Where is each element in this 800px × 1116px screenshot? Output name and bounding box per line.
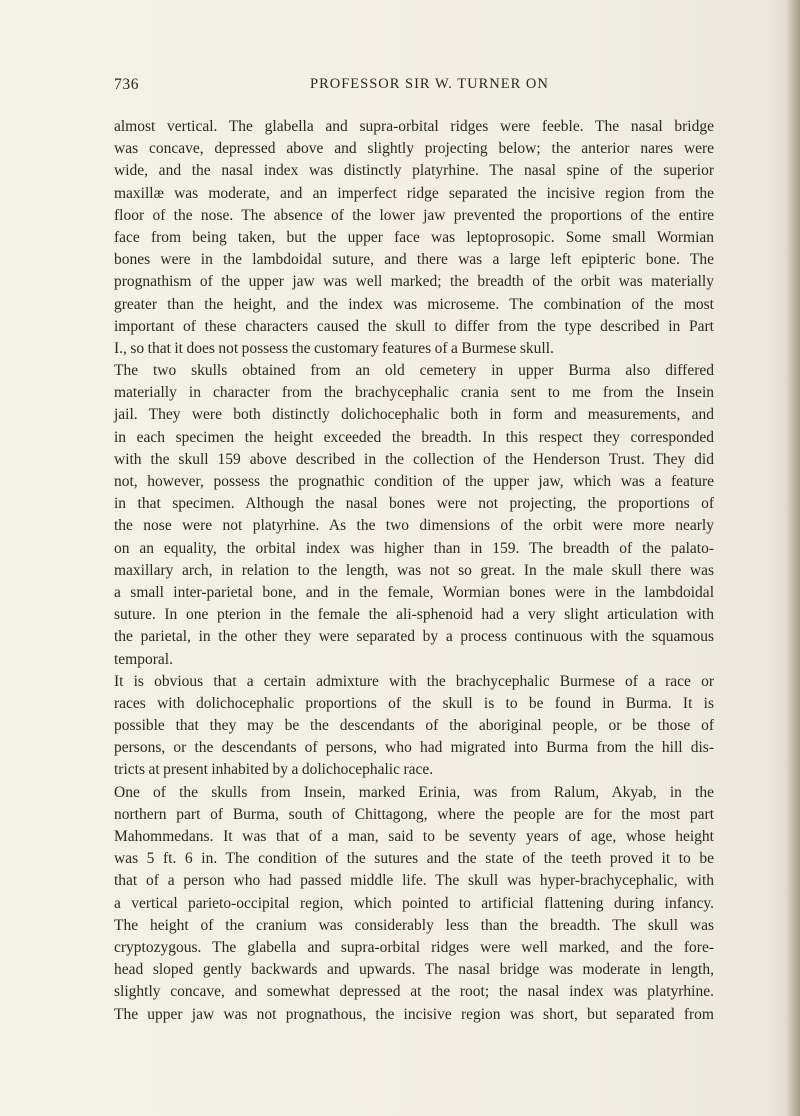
text-line: One of the skulls from Insein, marked Erinia, was from Ralum, Akyab, in the — [114, 783, 714, 801]
text-line: important of these characters caused the skull to differ from the type described in Part — [114, 317, 714, 335]
text-line: a small inter-parietal bone, and in the female, Wormian bones were in the lambdoidal — [114, 583, 714, 601]
text-line: wide, and the nasal index was distinctly platyrhine. The nasal spine of the superior — [114, 162, 714, 180]
text-line: prognathism of the upper jaw was well marked; the breadth of the orbit was materially — [114, 273, 714, 291]
text-line: face from being taken, but the upper face was leptoprosopic. Some small Wormian — [114, 228, 714, 246]
text-line: The two skulls obtained from an old cemetery in upper Burma also differed — [114, 362, 714, 380]
text-line: the nose were not platyrhine. As the two dimensions of the orbit were more nearly — [114, 517, 714, 535]
text-line: races with dolichocephalic proportions of the skull is to be found in Burma. It is — [114, 694, 714, 712]
text-line: possible that they may be the descendants of the aboriginal people, or be those of — [114, 717, 714, 735]
text-line: head sloped gently backwards and upwards. The nasal bridge was moderate in length, — [114, 961, 714, 979]
text-line: floor of the nose. The absence of the lower jaw prevented the proportions of the entire — [114, 206, 714, 224]
text-line: with the skull 159 above described in the collection of the Henderson Trust. They did — [114, 450, 714, 468]
text-line: was concave, depressed above and slightly projecting below; the anterior nares were — [114, 140, 714, 158]
text-line: in each specimen the height exceeded the breadth. In this respect they corresponded — [114, 428, 714, 446]
text-line: in that specimen. Although the nasal bones were not projecting, the proportions of — [114, 495, 714, 513]
text-line: temporal. — [114, 650, 173, 668]
text-line: I., so that it does not possess the customary features of a Burmese skull. — [114, 339, 554, 357]
text-line: tricts at present inhabited by a dolichocephalic race. — [114, 761, 434, 779]
text-line: northern part of Burma, south of Chittagong, where the people are for the most part — [114, 805, 714, 823]
text-line: The height of the cranium was considerably less than the breadth. The skull was — [114, 916, 714, 934]
text-line: suture. In one pterion in the female the ali-sphenoid had a very slight articulation with — [114, 606, 714, 624]
text-line: was 5 ft. 6 in. The condition of the sutures and the state of the teeth proved it to be — [114, 850, 714, 868]
text-line: It is obvious that a certain admixture with the brachycephalic Burmese of a race or — [114, 672, 714, 690]
text-line: almost vertical. The glabella and supra-orbital ridges were feeble. The nasal bridge — [114, 118, 714, 135]
page-edge-shadow — [786, 0, 800, 1116]
text-line: persons, or the descendants of persons, who had migrated into Burma from the hill dis- — [114, 739, 714, 757]
text-line: the parietal, in the other they were separated by a process continuous with the squamous — [114, 628, 714, 646]
text-line: Mahommedans. It was that of a man, said to be seventy years of age, whose height — [114, 828, 714, 845]
text-line: on an equality, the orbital index was higher than in 159. The breadth of the palato- — [114, 539, 714, 557]
page-number: 736 — [114, 76, 140, 93]
running-title: PROFESSOR SIR W. TURNER ON — [310, 76, 549, 92]
text-line: materially in character from the brachycephalic crania sent to me from the Insein — [114, 384, 714, 402]
text-line: The upper jaw was not prognathous, the incisive region was short, but separated from — [114, 1005, 714, 1023]
text-line: maxillæ was moderate, and an imperfect ridge separated the incisive region from the — [114, 184, 714, 202]
text-line: maxillary arch, in relation to the length, was not so great. In the male skull there was — [114, 561, 714, 579]
text-line: that of a person who had passed middle life. The skull was hyper-brachycephalic, with — [114, 872, 714, 890]
running-head — [114, 76, 704, 96]
text-line: cryptozygous. The glabella and supra-orbital ridges were well marked, and the fore- — [114, 938, 714, 956]
body-text — [114, 116, 714, 1026]
text-line: slightly concave, and somewhat depressed at the root; the nasal index was platyrhine. — [114, 983, 714, 1001]
text-line: bones were in the lambdoidal suture, and there was a large left epipteric bone. The — [114, 251, 714, 269]
text-line: a vertical parieto-occipital region, which pointed to artificial flattening during infancy. — [114, 894, 714, 912]
text-line: not, however, possess the prognathic condition of the upper jaw, which was a feature — [114, 473, 714, 490]
text-line: greater than the height, and the index was microseme. The combination of the most — [114, 295, 714, 313]
text-line: jail. They were both distinctly dolichocephalic both in form and measurements, and — [114, 406, 714, 424]
